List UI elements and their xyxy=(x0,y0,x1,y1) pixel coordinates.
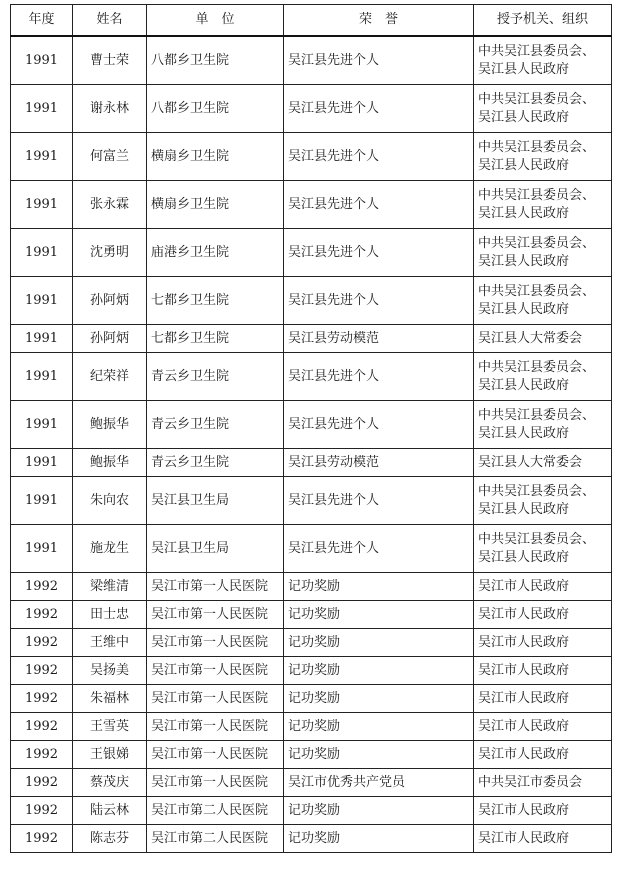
cell-name: 朱福林 xyxy=(73,685,147,713)
cell-unit: 七都乡卫生院 xyxy=(147,325,284,353)
table-row xyxy=(11,573,612,601)
cell-name: 沈勇明 xyxy=(73,229,147,277)
cell-org: 吴江县人大常委会 xyxy=(474,449,612,477)
cell-unit: 八都乡卫生院 xyxy=(147,85,284,133)
cell-honor: 吴江县先进个人 xyxy=(284,353,474,401)
cell-unit: 吴江市第二人民医院 xyxy=(147,797,284,825)
table-row xyxy=(11,401,612,449)
cell-name: 陆云林 xyxy=(73,797,147,825)
cell-honor: 吴江市优秀共产党员 xyxy=(284,769,474,797)
table-row xyxy=(11,36,612,85)
cell-unit: 吴江市第一人民医院 xyxy=(147,769,284,797)
cell-year: 1992 xyxy=(11,601,73,629)
cell-org: 中共吴江县委员会、 吴江县人民政府 xyxy=(474,277,612,325)
cell-year: 1991 xyxy=(11,477,73,525)
cell-org: 吴江市人民政府 xyxy=(474,601,612,629)
cell-org: 中共吴江县委员会、 吴江县人民政府 xyxy=(474,133,612,181)
cell-unit: 吴江市第二人民医院 xyxy=(147,825,284,853)
cell-name: 田士忠 xyxy=(73,601,147,629)
cell-year: 1991 xyxy=(11,401,73,449)
cell-honor: 记功奖励 xyxy=(284,713,474,741)
cell-name: 鲍振华 xyxy=(73,449,147,477)
cell-name: 施龙生 xyxy=(73,525,147,573)
table-row xyxy=(11,325,612,353)
cell-year: 1991 xyxy=(11,525,73,573)
cell-org: 中共吴江市委员会 xyxy=(474,769,612,797)
cell-org: 中共吴江县委员会、 吴江县人民政府 xyxy=(474,401,612,449)
table-row xyxy=(11,601,612,629)
cell-org: 吴江县人大常委会 xyxy=(474,325,612,353)
header-year: 年度 xyxy=(11,5,73,37)
cell-year: 1991 xyxy=(11,353,73,401)
cell-year: 1992 xyxy=(11,629,73,657)
cell-honor: 吴江县先进个人 xyxy=(284,525,474,573)
cell-honor: 记功奖励 xyxy=(284,741,474,769)
cell-org: 吴江市人民政府 xyxy=(474,629,612,657)
cell-year: 1991 xyxy=(11,325,73,353)
header-unit: 单 位 xyxy=(147,5,284,37)
cell-name: 王雪英 xyxy=(73,713,147,741)
cell-year: 1992 xyxy=(11,573,73,601)
cell-honor: 吴江县先进个人 xyxy=(284,36,474,85)
cell-org: 吴江市人民政府 xyxy=(474,713,612,741)
cell-unit: 青云乡卫生院 xyxy=(147,401,284,449)
table-row xyxy=(11,277,612,325)
cell-honor: 吴江县先进个人 xyxy=(284,277,474,325)
cell-unit: 吴江市第一人民医院 xyxy=(147,657,284,685)
cell-org: 中共吴江县委员会、 吴江县人民政府 xyxy=(474,181,612,229)
cell-year: 1991 xyxy=(11,229,73,277)
cell-org: 中共吴江县委员会、 吴江县人民政府 xyxy=(474,477,612,525)
cell-org: 吴江市人民政府 xyxy=(474,797,612,825)
table-row xyxy=(11,353,612,401)
cell-year: 1991 xyxy=(11,277,73,325)
table-body xyxy=(11,36,612,853)
cell-unit: 吴江县卫生局 xyxy=(147,477,284,525)
cell-honor: 吴江县先进个人 xyxy=(284,477,474,525)
cell-year: 1991 xyxy=(11,181,73,229)
honors-table xyxy=(10,4,612,853)
table-row xyxy=(11,477,612,525)
cell-honor: 记功奖励 xyxy=(284,629,474,657)
cell-year: 1992 xyxy=(11,825,73,853)
table-row xyxy=(11,181,612,229)
cell-unit: 横扇乡卫生院 xyxy=(147,133,284,181)
cell-name: 梁维清 xyxy=(73,573,147,601)
cell-name: 蔡茂庆 xyxy=(73,769,147,797)
cell-unit: 吴江市第一人民医院 xyxy=(147,741,284,769)
cell-name: 陈志芬 xyxy=(73,825,147,853)
cell-honor: 记功奖励 xyxy=(284,825,474,853)
table-row xyxy=(11,229,612,277)
cell-name: 鲍振华 xyxy=(73,401,147,449)
cell-org: 吴江市人民政府 xyxy=(474,573,612,601)
cell-name: 孙阿炳 xyxy=(73,325,147,353)
cell-org: 中共吴江县委员会、 吴江县人民政府 xyxy=(474,525,612,573)
table-row xyxy=(11,133,612,181)
cell-honor: 吴江县先进个人 xyxy=(284,229,474,277)
cell-year: 1992 xyxy=(11,685,73,713)
cell-name: 王银娣 xyxy=(73,741,147,769)
cell-org: 吴江市人民政府 xyxy=(474,825,612,853)
table-row xyxy=(11,449,612,477)
cell-year: 1992 xyxy=(11,741,73,769)
cell-unit: 青云乡卫生院 xyxy=(147,449,284,477)
cell-name: 孙阿炳 xyxy=(73,277,147,325)
cell-name: 朱向农 xyxy=(73,477,147,525)
cell-year: 1992 xyxy=(11,797,73,825)
table-row xyxy=(11,657,612,685)
cell-name: 谢永林 xyxy=(73,85,147,133)
table-row xyxy=(11,797,612,825)
table-row xyxy=(11,685,612,713)
table-row xyxy=(11,825,612,853)
cell-honor: 记功奖励 xyxy=(284,685,474,713)
cell-unit: 吴江县卫生局 xyxy=(147,525,284,573)
cell-org: 吴江市人民政府 xyxy=(474,685,612,713)
table-row xyxy=(11,713,612,741)
cell-name: 纪荣祥 xyxy=(73,353,147,401)
cell-name: 王维中 xyxy=(73,629,147,657)
table-row xyxy=(11,741,612,769)
cell-honor: 记功奖励 xyxy=(284,657,474,685)
cell-honor: 记功奖励 xyxy=(284,601,474,629)
cell-name: 何富兰 xyxy=(73,133,147,181)
cell-honor: 吴江县先进个人 xyxy=(284,401,474,449)
cell-year: 1992 xyxy=(11,769,73,797)
cell-org: 吴江市人民政府 xyxy=(474,657,612,685)
header-name: 姓名 xyxy=(73,5,147,37)
cell-year: 1991 xyxy=(11,133,73,181)
cell-year: 1992 xyxy=(11,713,73,741)
table-row xyxy=(11,85,612,133)
cell-unit: 横扇乡卫生院 xyxy=(147,181,284,229)
cell-org: 中共吴江县委员会、 吴江县人民政府 xyxy=(474,36,612,85)
table-row xyxy=(11,769,612,797)
cell-name: 张永霖 xyxy=(73,181,147,229)
cell-org: 中共吴江县委员会、 吴江县人民政府 xyxy=(474,85,612,133)
cell-unit: 青云乡卫生院 xyxy=(147,353,284,401)
cell-honor: 吴江县劳动模范 xyxy=(284,449,474,477)
cell-unit: 吴江市第一人民医院 xyxy=(147,685,284,713)
table-row xyxy=(11,525,612,573)
cell-year: 1991 xyxy=(11,449,73,477)
cell-unit: 吴江市第一人民医院 xyxy=(147,573,284,601)
cell-org: 中共吴江县委员会、 吴江县人民政府 xyxy=(474,229,612,277)
header-row xyxy=(11,5,612,37)
cell-honor: 吴江县劳动模范 xyxy=(284,325,474,353)
cell-org: 中共吴江县委员会、 吴江县人民政府 xyxy=(474,353,612,401)
cell-org: 吴江市人民政府 xyxy=(474,741,612,769)
table-row xyxy=(11,629,612,657)
cell-year: 1991 xyxy=(11,85,73,133)
cell-unit: 吴江市第一人民医院 xyxy=(147,713,284,741)
cell-honor: 记功奖励 xyxy=(284,573,474,601)
cell-unit: 庙港乡卫生院 xyxy=(147,229,284,277)
cell-year: 1991 xyxy=(11,36,73,85)
cell-name: 曹士荣 xyxy=(73,36,147,85)
cell-honor: 吴江县先进个人 xyxy=(284,181,474,229)
cell-honor: 吴江县先进个人 xyxy=(284,85,474,133)
table-header xyxy=(11,5,612,37)
cell-name: 吴扬美 xyxy=(73,657,147,685)
cell-unit: 八都乡卫生院 xyxy=(147,36,284,85)
cell-year: 1992 xyxy=(11,657,73,685)
cell-unit: 吴江市第一人民医院 xyxy=(147,629,284,657)
header-honor: 荣 誉 xyxy=(284,5,474,37)
header-org: 授予机关、组织 xyxy=(474,5,612,37)
cell-honor: 吴江县先进个人 xyxy=(284,133,474,181)
cell-unit: 吴江市第一人民医院 xyxy=(147,601,284,629)
cell-honor: 记功奖励 xyxy=(284,797,474,825)
cell-unit: 七都乡卫生院 xyxy=(147,277,284,325)
